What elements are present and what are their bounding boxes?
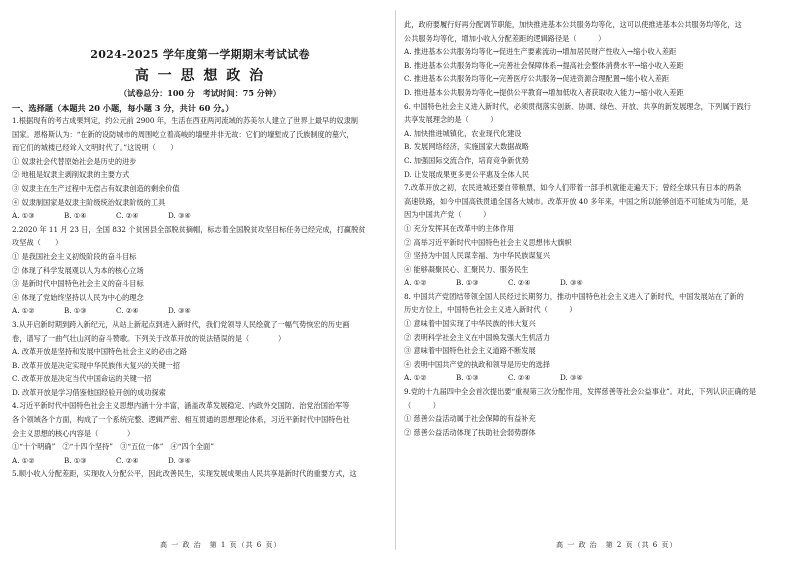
- question-line: 5.顺小收入分配差距，实现收入分配公平，因此改善民生，实现发展成果由人民共享是新时代的重要方式，这: [12, 469, 357, 479]
- option-line: ③ 坚持为中国人民谋幸福、为中华民族谋复兴: [404, 251, 551, 261]
- question-line: 6. 中国特色社会主义进入新时代，必须贯彻落实创新、协调、绿色、开放、共享的新发展理念，下列属于践行: [404, 101, 751, 111]
- option-line: A. 加快推进城镇化，农业现代化建设: [404, 128, 522, 138]
- question-7: [404, 181, 782, 290]
- answer-choice: A. ①③: [12, 211, 35, 221]
- option-line: ② 体现了科学发展观以人为本的核心立场: [12, 265, 144, 275]
- option-line: ② 高举习近平新时代中国特色社会主义思想伟大旗帜: [404, 237, 572, 247]
- answer-choice: D. ③④: [560, 373, 583, 383]
- page-divider: [395, 10, 396, 550]
- answer-choice: D. ③④: [560, 278, 583, 288]
- option-line: B. 推进基本公共服务均等化→完善社会保障体系→提高社会整体消费水平→缩小收入差距: [404, 60, 684, 70]
- question-4: [12, 399, 388, 467]
- answer-choice: C. ②④: [508, 278, 531, 288]
- question-line: 而它们的城楼已经耸入文明时代了。”这说明（ ）: [12, 143, 178, 153]
- question-line: 历史方位上，中国特色社会主义进入新时代（ ）: [404, 305, 577, 315]
- option-line: C. 推进基本公共服务均等化→完善医疗公共服务→促进资源合理配置→缩小收入差距: [404, 74, 670, 84]
- option-line: D. 让发展成果更多更公平惠及全体人民: [404, 169, 530, 179]
- question-line: 因为中国共产党（ ）: [404, 210, 491, 220]
- answer-choice: B. ①③: [64, 455, 87, 465]
- option-line: ① 慈善公益活动属于社会保障的有益补充: [404, 414, 536, 424]
- footer-page-number-right: 高 一 政 治 第 2 页（共 6 页）: [556, 541, 678, 549]
- answer-choice: A. ①②: [404, 373, 427, 383]
- option-line: ② 表明科学社会主义在中国焕发强大生机活力: [404, 332, 551, 342]
- question-line: （ ）: [404, 400, 440, 410]
- option-line: ④ 奴隶制国家是奴隶主阶级统治奴隶阶级的工具: [12, 197, 166, 207]
- question-line: 高速铁路，如今中国高铁贯通全国各大城市。改革开放 40 多年来，中国之所以能够创造不可能成为可能，是: [404, 196, 749, 206]
- option-line: ② 慈善公益活动体现了扶助社会弱势群体: [404, 427, 536, 437]
- option-line: D. 推进基本公共服务均等化→提供公平教育→增加低收入者获取收入能力→缩小收入差距: [404, 87, 684, 97]
- question-line: 各个领域各个方面，构成了一个系统完整、逻辑严密、相互贯通的思想理论体系，习近平新时代中国特色社: [12, 415, 350, 425]
- right-page: [402, 18, 788, 538]
- question-1: [12, 114, 388, 223]
- question-line: 会主义思想的核心内容是（ ）: [12, 428, 135, 438]
- question-9: [404, 385, 782, 439]
- answer-choice: D. ③④: [168, 306, 191, 316]
- answer-choice: A. ①②: [12, 306, 35, 316]
- answer-choice: A. ①②: [12, 455, 35, 465]
- question-3: [12, 318, 388, 400]
- question-line: 国家。恩格斯认为：“在新的设防城市的周围屹立着高峻的墙壁并非无故：它们的壕堑成了氏族制度的墓穴，: [12, 129, 354, 139]
- option-line: ④ 表明中国共产党的执政和领导是历史的选择: [404, 359, 551, 369]
- option-line: ① 充分发挥其在改革中的主体作用: [404, 223, 515, 233]
- option-line: A. 改革开放是坚持和发展中国特色社会主义的必由之路: [12, 347, 188, 357]
- question-line: 1.根据现有的考古成果判定，约公元前 2900 年，生活在西亚两河流域的苏美尔人建立了世界上最早的奴隶制: [12, 116, 358, 125]
- exam-subject: 高 一 思 想 政 治: [134, 68, 266, 84]
- answer-choice: D. ③④: [168, 455, 191, 465]
- question-2: [12, 223, 388, 318]
- exam-title: 2024-2025 学年度第一学期期末考试试卷: [90, 48, 310, 61]
- left-page: [8, 18, 390, 538]
- question-6: [404, 100, 782, 182]
- option-line: ② 地租是奴隶主剥削奴隶的主要方式: [12, 170, 130, 180]
- option-line: D. 改革开放是学习借鉴他国经验开创的成功探索: [12, 387, 166, 397]
- footer-page-number-left: 高 一 政 治 第 1 页（共 6 页）: [160, 541, 282, 549]
- question-5: [12, 467, 388, 481]
- answer-choice: C. ②④: [116, 306, 139, 316]
- option-line: ①“十个明确” ②“十四个坚持” ③“五位一体” ④“四个全面”: [12, 442, 214, 452]
- answer-choice: C. ②④: [116, 211, 139, 221]
- option-line: B. 发展网络经济，实施国家大数据战略: [404, 142, 529, 152]
- question-8: [404, 290, 782, 385]
- option-line: ① 奴隶社会代替原始社会是历史的进步: [12, 156, 137, 166]
- answer-choices: [12, 454, 388, 468]
- question-line: 此，政府要履行好再分配调节职能，加快推进基本公共服务均等化，这可以使推进基本公共服务均等化，这: [404, 20, 742, 29]
- option-line: ③ 是新时代中国特色社会主义的奋斗目标: [12, 279, 144, 289]
- answer-choice: C. ②④: [508, 373, 531, 383]
- answer-choice: B. ①③: [456, 278, 479, 288]
- answer-choices: [404, 276, 782, 290]
- option-line: ① 意味着中国实现了中华民族的伟大复兴: [404, 319, 536, 329]
- answer-choices: [12, 209, 388, 223]
- question-line: 共享发展理念的是（ ）: [404, 115, 498, 125]
- answer-choice: C. ②④: [116, 455, 139, 465]
- option-line: C. 改革开放是决定当代中国命运的关键一招: [12, 374, 152, 384]
- option-line: C. 加强国际交流合作，培育竞争新优势: [404, 155, 529, 165]
- answer-choice: B. ①③: [456, 373, 479, 383]
- option-line: ① 是我国社会主义初级阶段的奋斗目标: [12, 251, 137, 261]
- question-5-continued: [404, 18, 782, 100]
- question-line: 2.2020 年 11 月 23 日，全国 832 个贫困县全部脱贫摘帽，标志着全国脱贫攻坚目标任务已经完成，打赢脱贫: [12, 224, 366, 234]
- option-line: ③ 意味着中国特色社会主义道路不断发展: [404, 346, 536, 356]
- answer-choice: A. ①②: [404, 278, 427, 288]
- question-line: 9.党的十九届四中全会首次提出要“重视第三次分配作用，发挥慈善等社会公益事业”。对此，下列认识正确的是: [404, 387, 757, 397]
- answer-choice: B. ①③: [64, 306, 87, 316]
- answer-choices: [404, 371, 782, 385]
- question-line: 4.习近平新时代中国特色社会主义思想内涵十分丰富，涵盖改革发展稳定、内政外交国防、治党治国治军等: [12, 401, 350, 411]
- question-line: 攻坚战（ ）: [12, 238, 63, 248]
- question-line: 3.从开启新时期到跨入新纪元，从站上新起点到进入新时代，我们党领导人民绘就了一幅气势恢宏的历史画: [12, 319, 350, 329]
- section-heading: 一、选择题（本题共 20 小题，每小题 3 分，共计 60 分。）: [12, 103, 234, 113]
- option-line: B. 改革开放是决定实现中华民族伟大复兴的关键一招: [12, 360, 180, 370]
- question-line: 公共服务均等化，增加小收入分配差距的逻辑路径是（ ）: [404, 33, 606, 43]
- question-line: 7.改革开放之初，农民进城还要自带粮票，如今人们带着一部手机就能走遍天下；曾经全球只有日本的两条: [404, 183, 742, 193]
- question-line: 卷，谱写了一曲气壮山河的奋斗赞歌。下列关于改革开放的说法错误的是（ ）: [12, 333, 286, 343]
- option-line: ③ 奴隶主在生产过程中无偿占有奴隶创造的剩余价值: [12, 183, 180, 193]
- question-line: 8. 中国共产党团结带领全国人民经过长期努力，推动中国特色社会主义进入了新时代，中国发展站在了新的: [404, 291, 744, 301]
- answer-choice: D. ③④: [168, 211, 191, 221]
- answer-choices: [12, 304, 388, 318]
- answer-choice: B. ①④: [64, 211, 87, 221]
- option-line: ④ 能够凝聚民心、汇聚民力、服务民生: [404, 264, 529, 274]
- exam-meta: （试卷总分：100 分 考试时间：75 分钟）: [119, 88, 281, 98]
- option-line: ④ 体现了党始终坚持以人民为中心的理念: [12, 292, 144, 302]
- exam-header: [12, 46, 388, 99]
- option-line: A. 推进基本公共服务均等化→促进生产要素流动→增加居民财产性收入→缩小收入差距: [404, 47, 677, 57]
